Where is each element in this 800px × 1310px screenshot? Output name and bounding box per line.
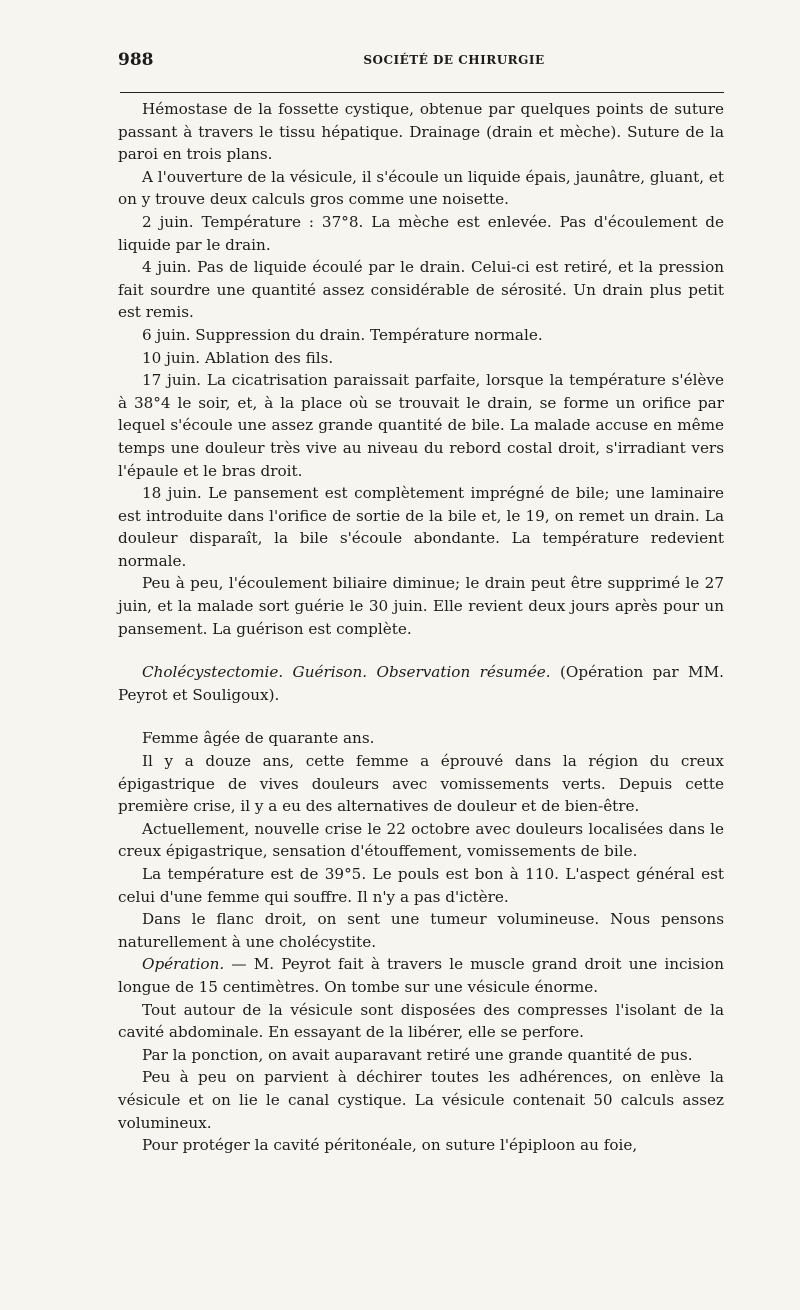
paragraph: Peu à peu, l'écoulement biliaire diminue; le drain peut être supprimé le 27 juin, et la malade sort guérie le 30 juin. Elle revient deux jours après pour un pansement. La guérison est complète.	[118, 574, 724, 638]
paragraph: 17 juin. La cicatrisation paraissait parfaite, lorsque la température s'élève à 38°4 le soir, et, à la place où se trouvait le drain, se forme un orifice par lequel s'écoule une assez grande quantité de bile. La malade accuse en même temps une douleur très vive au niveau du rebord costal droit, s'irradiant vers l'épaule et le bras droit.	[118, 371, 724, 480]
operation-text: — M. Peyrot fait à travers le muscle grand droit une incision longue de 15 centimètres. On tombe sur une vésicule énorme.	[118, 955, 724, 996]
paragraph: Pour protéger la cavité péritonéale, on suture l'épiploon au foie,	[142, 1136, 638, 1155]
paragraph: 2 juin. Température : 37°8. La mèche est enlevée. Pas d'écoulement de liquide par le drain.	[118, 212, 724, 254]
paragraph: 6 juin. Suppression du drain. Température normale.	[142, 325, 543, 344]
observation-title-italic: Cholécystectomie. Guérison. Observation résumée.	[142, 663, 551, 682]
paragraph: 4 juin. Pas de liquide écoulé par le drain. Celui-ci est retiré, et la pression fait sourdre une quantité assez considérable de sérosité. Un drain plus petit est remis.	[118, 258, 724, 322]
paragraph: La température est de 39°5. Le pouls est bon à 110. L'aspect général est celui d'une femme qui souffre. Il n'y a pas d'ictère.	[118, 865, 724, 906]
paragraph: Femme âgée de quarante ans.	[142, 729, 375, 748]
page-header	[118, 50, 730, 72]
paragraph: 10 juin. Ablation des fils.	[142, 348, 334, 367]
paragraph: Peu à peu on parvient à déchirer toutes les adhérences, on enlève la vésicule et on lie le canal cystique. La vésicule contenait 50 calculs assez volumineux.	[118, 1068, 724, 1132]
observation-title-rest: (Opération par MM. Peyrot et Souligoux).	[118, 663, 724, 704]
running-title: SOCIÉTÉ DE CHIRURGIE	[363, 53, 545, 67]
paragraph: Actuellement, nouvelle crise le 22 octobre avec douleurs localisées dans le creux épigastrique, sensation d'étouffement, vomissements de bile.	[118, 819, 724, 861]
paragraph: 18 juin. Le pansement est complètement imprégné de bile; une laminaire est introduite dans l'orifice de sortie de la bile et, le 19, on remet un drain. La douleur disparaît, la bile s'écoule abondante. La température redevient normale.	[118, 484, 724, 570]
paragraph: Tout autour de la vésicule sont disposées des compresses l'isolant de la cavité abdominale. En essayant de la libérer, elle se perfore.	[118, 1000, 724, 1042]
header-rule	[120, 92, 724, 93]
operation-label: Opération.	[142, 955, 225, 974]
paragraph: Il y a douze ans, cette femme a éprouvé dans la région du creux épigastrique de vives douleurs avec vomissements verts. Depuis cette première crise, il y a eu des alternatives de douleur et de bien-être.	[118, 752, 724, 816]
paragraph: Hémostase de la fossette cystique, obtenue par quelques points de suture passant à travers le tissu hépatique. Drainage (drain et mèche). Suture de la paroi en trois plans.	[118, 100, 724, 164]
body-text	[118, 98, 724, 1157]
paragraph: Par la ponction, on avait auparavant retiré une grande quantité de pus.	[142, 1045, 693, 1064]
observation-heading	[118, 661, 724, 706]
paragraph: Dans le flanc droit, on sent une tumeur volumineuse. Nous pensons naturellement à une cholécystite.	[118, 910, 724, 951]
page-number: 988	[118, 50, 154, 70]
paragraph: A l'ouverture de la vésicule, il s'écoule un liquide épais, jaunâtre, gluant, et on y trouve deux calculs gros comme une noisette.	[118, 167, 724, 209]
operation-paragraph	[118, 953, 724, 998]
